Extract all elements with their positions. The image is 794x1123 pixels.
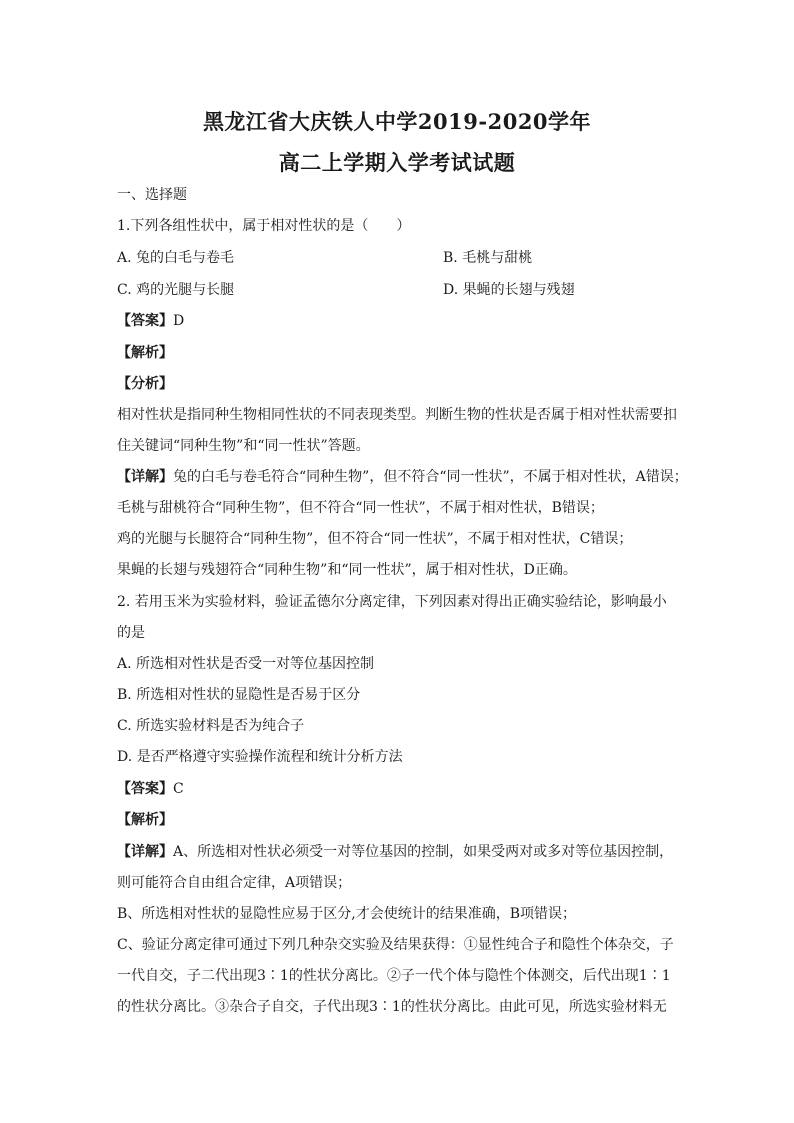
q2-answer xyxy=(117,780,184,798)
q2-jiexi-label: 【解析】 xyxy=(117,812,173,828)
q1-option-a: A. 兔的白毛与卷毛 xyxy=(117,250,235,266)
q1-option-d: D. 果蝇的长翅与残翅 xyxy=(443,282,575,298)
q1-xiangjie-line2: 毛桃与甜桃符合“同种生物”，但不符合“同一性状”，不属于相对性状，B错误； xyxy=(117,500,604,516)
q1-xiangjie-line1 xyxy=(117,468,688,486)
answer-label: 【答案】 xyxy=(117,313,173,329)
answer-value: D xyxy=(173,313,185,329)
xiangjie-text: 兔的白毛与卷毛符合“同种生物”，但不符合“同一性状”，不属于相对性状，A错误； xyxy=(173,469,688,485)
q1-xiangjie-line4: 果蝇的长翅与残翅符合“同种生物”和“同一性状”，属于相对性状，D正确。 xyxy=(117,562,577,578)
answer-label: 【答案】 xyxy=(117,781,173,797)
q1-jiexi-label: 【解析】 xyxy=(117,345,173,361)
q2-option-c: C. 所选实验材料是否为纯合子 xyxy=(117,718,305,734)
xiangjie-label: 【详解】 xyxy=(117,469,173,485)
q1-answer xyxy=(117,312,184,330)
q1-fenxi-line1: 相对性状是指同种生物相同性状的不同表现类型。判断生物的性状是否属于相对性状需要扣 xyxy=(117,407,677,423)
answer-value: C xyxy=(173,781,184,797)
q2-xiangjie-line2: 则可能符合自由组合定律，A项错误； xyxy=(117,875,352,891)
q2-stem-line2: 的是 xyxy=(117,625,145,641)
q1-fenxi-label: 【分析】 xyxy=(117,376,173,392)
q1-option-c: C. 鸡的光腿与长腿 xyxy=(117,282,235,298)
doc-title-line2: 高二上学期入学考试试题 xyxy=(278,150,516,175)
q2-option-d: D. 是否严格遵守实验操作流程和统计分析方法 xyxy=(117,749,403,765)
q2-option-b: B. 所选相对性状的显隐性是否易于区分 xyxy=(117,687,361,703)
q2-stem-line1: 2. 若用玉米为实验材料，验证孟德尔分离定律，下列因素对得出正确实验结论，影响最小 xyxy=(117,594,667,610)
q2-xiangjie-line5: 一代自交，子二代出现3∶1的性状分离比。②子一代个体与隐性个体测交，后代出现1∶1 xyxy=(117,968,671,984)
q2-xiangjie-line6: 的性状分离比。③杂合子自交，子代出现3∶1的性状分离比。由此可见，所选实验材料无 xyxy=(117,999,667,1015)
xiangjie-label: 【详解】 xyxy=(117,844,173,860)
q2-xiangjie-line1 xyxy=(117,843,673,861)
xiangjie-text: A、所选相对性状必须受一对等位基因的控制，如果受两对或多对等位基因控制， xyxy=(173,844,674,860)
q1-fenxi-line2: 住关键词“同种生物”和“同一性状”答题。 xyxy=(117,438,370,454)
q1-option-b: B. 毛桃与甜桃 xyxy=(443,250,533,266)
q1-stem: 1.下列各组性状中，属于相对性状的是（ ） xyxy=(117,218,411,234)
q2-xiangjie-line3: B、所选相对性状的显隐性应易于区分,才会使统计的结果准确，B项错误； xyxy=(117,906,577,922)
section-heading: 一、选择题 xyxy=(117,187,187,203)
q1-xiangjie-line3: 鸡的光腿与长腿符合“同种生物”，但不符合“同一性状”，不属于相对性状，C错误； xyxy=(117,531,633,547)
q2-xiangjie-line4: C、验证分离定律可通过下列几种杂交实验及结果获得：①显性纯合子和隐性个体杂交，子 xyxy=(117,937,674,953)
q2-option-a: A. 所选相对性状是否受一对等位基因控制 xyxy=(117,656,375,672)
doc-title-line1: 黑龙江省大庆铁人中学2019-2020学年 xyxy=(202,109,592,134)
